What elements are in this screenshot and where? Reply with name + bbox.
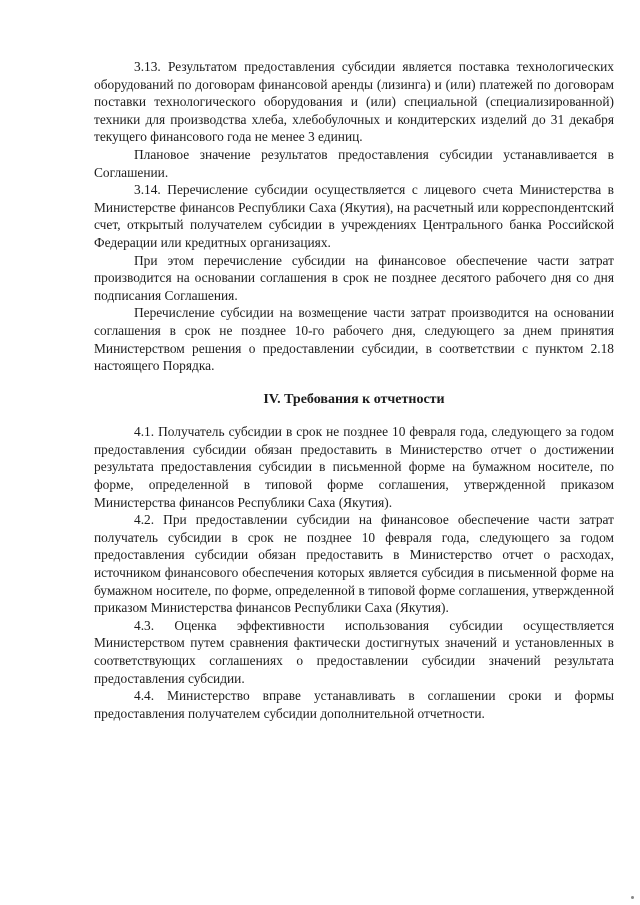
paragraph-4-1: 4.1. Получатель субсидии в срок не позднее 10 февраля года, следующего за годом предоставления субсидии обязан предоставить в Министерство отчет о достижении результата предоставления субсидии в письменной форме на бумажном носителе, по форме, определенной в типовой форме соглашения, утвержденной приказом Министерства финансов Республики Саха (Якутия). [94, 424, 614, 510]
paragraph-4-4: 4.4. Министерство вправе устанавливать в соглашении сроки и формы предоставления получателем субсидии дополнительной отчетности. [94, 688, 614, 721]
paragraph-financial-support-transfer: При этом перечисление субсидии на финансовое обеспечение части затрат производится на основании соглашения в срок не позднее десятого рабочего дня со дня подписания Соглашения. [94, 252, 614, 303]
paragraph-planned-value: Плановое значение результатов предоставления субсидии устанавливается в Соглашении. [94, 146, 614, 180]
paragraph-4-2: 4.2. При предоставлении субсидии на финансовое обеспечение части затрат получатель субсидии в срок не позднее 10 февраля года, следующего за годом предоставления субсидии обязан предоставить в Министерство отчет о расходах, источником финансового обеспечения которых является субсидия в письменной форме на бумажном носителе, по форме, определенной в типовой форме соглашения, утвержденной приказом Министерства финансов Республики Саха (Якутия). [94, 512, 614, 616]
scan-speck [631, 896, 634, 899]
document-page [94, 58, 614, 722]
paragraph-3-13: 3.13. Результатом предоставления субсидии является поставка технологических оборудований по договорам финансовой аренды (лизинга) и (или) платежей по договорам поставки технологического оборудования и (или) специальной (специализированной) техники для производства хлеба, хлебобулочных и кондитерских изделий до 31 декабря текущего финансового года не менее 3 единиц. [94, 59, 614, 145]
section-heading: IV. Требования к отчетности [263, 391, 445, 407]
paragraph-3-14: 3.14. Перечисление субсидии осуществляется с лицевого счета Министерства в Министерстве финансов Республики Саха (Якутия), на расчетный или корреспондентский счет, открытый получателем субсидии в учреждениях Центрального банка Российской Федерации или кредитных организациях. [94, 182, 614, 250]
paragraph-4-3: 4.3. Оценка эффективности использования субсидии осуществляется Министерством путем сравнения фактически достигнутых значений и установленных в соответствующих соглашениях о предоставлении субсидии значений результата предоставления субсидии. [94, 617, 614, 686]
paragraph-cost-reimbursement-transfer: Перечисление субсидии на возмещение части затрат производится на основании соглашения в срок не позднее 10-го рабочего дня, следующего за днем принятия Министерством решения о предоставлении субсидии, в соответствии с пунктом 2.18 настоящего Порядка. [94, 305, 614, 374]
